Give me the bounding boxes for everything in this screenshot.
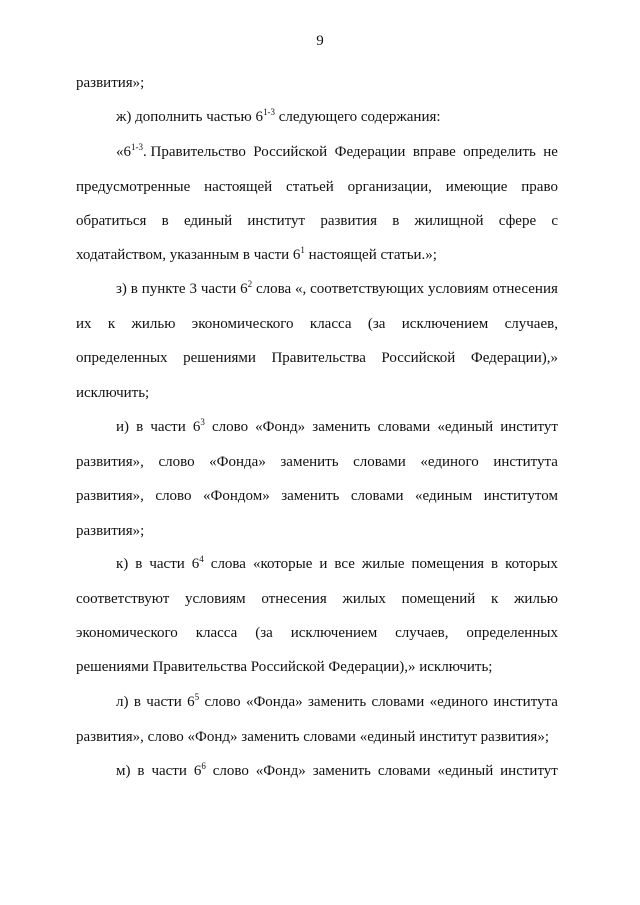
text-word: 6 bbox=[193, 763, 202, 779]
text-word: словами bbox=[377, 419, 431, 435]
text-word: жилых bbox=[342, 591, 386, 607]
text-word: «единый bbox=[437, 419, 494, 435]
text-line bbox=[76, 592, 558, 612]
text-word: «которые bbox=[252, 556, 313, 572]
text-word: которых bbox=[505, 556, 558, 572]
text-word: заменить bbox=[312, 419, 371, 435]
text-word: институт bbox=[500, 763, 558, 779]
text-word: словами bbox=[350, 488, 404, 504]
text-word: предусмотренные bbox=[76, 179, 191, 195]
text-word: развития bbox=[320, 213, 378, 229]
text-word: м) bbox=[116, 763, 131, 779]
text-word: «Фонд» bbox=[255, 419, 306, 435]
text-word: части bbox=[200, 281, 237, 297]
text-line bbox=[76, 761, 558, 784]
text-word: в bbox=[392, 213, 400, 229]
text-word: части bbox=[151, 763, 187, 779]
text-word: отнесения bbox=[492, 281, 558, 297]
text-word: в bbox=[135, 556, 143, 572]
text-line bbox=[76, 626, 558, 646]
text-line bbox=[76, 107, 558, 130]
text-word: 3 bbox=[189, 281, 197, 297]
superscript-index: 6 bbox=[201, 761, 206, 771]
superscript-index: 1 bbox=[300, 245, 305, 255]
text-word: жилью bbox=[131, 316, 176, 332]
text-line bbox=[76, 142, 558, 165]
text-word: заменить bbox=[280, 454, 339, 470]
text-word bbox=[193, 761, 206, 784]
text-word: и) bbox=[116, 419, 130, 435]
text-word: институтом bbox=[483, 488, 558, 504]
text-word: случаев, bbox=[504, 316, 558, 332]
text-word: словами bbox=[377, 763, 431, 779]
text-word: обратиться bbox=[76, 213, 147, 229]
superscript-index: 5 bbox=[194, 692, 200, 702]
text-word: «Фонда» bbox=[209, 454, 266, 470]
text-word: к bbox=[107, 316, 116, 332]
text-word: 6 bbox=[192, 419, 201, 435]
text-word: в bbox=[137, 763, 145, 779]
text-word: 6 bbox=[240, 281, 248, 297]
text-word: института bbox=[493, 454, 558, 470]
text-word: «единого bbox=[429, 694, 489, 710]
text-word: следующего содержания: bbox=[274, 109, 441, 125]
text-word: в bbox=[161, 213, 169, 229]
text-word: «единым bbox=[415, 488, 473, 504]
text-word: Российской bbox=[253, 144, 328, 160]
text-line bbox=[76, 180, 558, 200]
text-line bbox=[76, 245, 558, 268]
text-word: слова bbox=[255, 281, 292, 297]
text-word: случаев, bbox=[395, 625, 449, 641]
text-word: жилые bbox=[361, 556, 405, 572]
text-word: ж) дополнить частью 6 bbox=[116, 109, 263, 125]
text-word: единый bbox=[183, 213, 233, 229]
text-word: заменить bbox=[307, 694, 367, 710]
text-word bbox=[187, 692, 200, 715]
text-word: к) bbox=[116, 556, 129, 572]
text-line: развития»; bbox=[76, 523, 145, 539]
superscript-index: 4 bbox=[199, 554, 204, 564]
superscript-index: 1-3 bbox=[131, 142, 143, 152]
text-word: Правительства bbox=[271, 350, 366, 366]
text-word: настоящей bbox=[204, 179, 273, 195]
text-word: помещения bbox=[411, 556, 485, 572]
text-word: заменить bbox=[312, 763, 371, 779]
superscript-index: 3 bbox=[200, 417, 205, 427]
text-word bbox=[240, 279, 253, 302]
text-word: организации, bbox=[347, 179, 432, 195]
text-line: решениями Правительства Российской Федерации),» исключить; bbox=[76, 659, 493, 675]
text-word: настоящей статьи.»; bbox=[304, 247, 437, 263]
text-word: . Правительство bbox=[143, 144, 246, 160]
text-word bbox=[116, 142, 246, 165]
text-word: (за bbox=[255, 625, 273, 641]
text-word: с bbox=[551, 213, 558, 229]
text-word: к bbox=[491, 591, 499, 607]
text-word: определить bbox=[463, 144, 536, 160]
text-word: института bbox=[493, 694, 558, 710]
text-word: слово bbox=[212, 763, 249, 779]
text-line: развития»; bbox=[76, 75, 145, 91]
superscript-index: 1-3 bbox=[262, 107, 275, 117]
text-word bbox=[192, 417, 205, 440]
text-word: 6 bbox=[191, 556, 200, 572]
text-word: развития», bbox=[76, 454, 144, 470]
text-word: отнесения bbox=[261, 591, 327, 607]
text-word: их bbox=[76, 316, 92, 332]
text-word: жилищной bbox=[414, 213, 484, 229]
text-line bbox=[76, 317, 558, 337]
text-word: статьей bbox=[286, 179, 334, 195]
text-word: в bbox=[491, 556, 499, 572]
text-line bbox=[76, 279, 558, 302]
text-word: «единого bbox=[420, 454, 479, 470]
text-word: решениями bbox=[183, 350, 256, 366]
text-word: соответствуют bbox=[76, 591, 170, 607]
text-word: не bbox=[543, 144, 558, 160]
text-word: и bbox=[319, 556, 328, 572]
text-word: институт bbox=[500, 419, 558, 435]
text-word: (за bbox=[367, 316, 386, 332]
text-word: исключением bbox=[290, 625, 378, 641]
text-word: «Фонда» bbox=[245, 694, 303, 710]
text-word: пункте bbox=[141, 281, 186, 297]
text-word: Федерации),» bbox=[470, 350, 558, 366]
text-word: институт bbox=[247, 213, 306, 229]
text-word: части bbox=[150, 419, 186, 435]
text-word: жилью bbox=[514, 591, 558, 607]
text-word: вправе bbox=[412, 144, 456, 160]
text-word: Российской bbox=[381, 350, 456, 366]
text-line bbox=[76, 554, 558, 577]
text-word: экономического bbox=[191, 316, 294, 332]
text-line bbox=[76, 692, 558, 715]
text-word: имеющие bbox=[445, 179, 508, 195]
text-line bbox=[76, 351, 558, 371]
text-word: 6 bbox=[187, 694, 195, 710]
text-line: исключить; bbox=[76, 385, 150, 401]
text-word: соответствующих bbox=[310, 281, 425, 297]
text-line bbox=[76, 417, 558, 440]
text-word: слово bbox=[155, 488, 192, 504]
text-word: з) bbox=[116, 281, 127, 297]
text-line bbox=[76, 214, 558, 234]
text-word: слово bbox=[204, 694, 241, 710]
text-word: словами bbox=[371, 694, 425, 710]
text-word: заменить bbox=[281, 488, 340, 504]
text-word: условиям bbox=[184, 591, 246, 607]
text-line bbox=[76, 489, 558, 509]
text-word: помещений bbox=[401, 591, 476, 607]
text-word: ходатайством, указанным в части 6 bbox=[76, 247, 301, 263]
page-number: 9 bbox=[316, 33, 324, 49]
text-word: класса bbox=[195, 625, 238, 641]
text-word: исключением bbox=[401, 316, 489, 332]
superscript-index: 2 bbox=[247, 279, 253, 289]
text-word: определенных bbox=[76, 350, 168, 366]
text-word bbox=[191, 554, 204, 577]
text-word: «единый bbox=[437, 763, 494, 779]
text-word: слова bbox=[210, 556, 246, 572]
text-word: в bbox=[136, 419, 144, 435]
text-word: в bbox=[133, 694, 141, 710]
text-word: право bbox=[521, 179, 558, 195]
text-word: слово bbox=[158, 454, 195, 470]
text-word: слово bbox=[211, 419, 249, 435]
text-word: в bbox=[130, 281, 138, 297]
text-word: Федерации bbox=[334, 144, 406, 160]
text-word: «6 bbox=[116, 144, 131, 160]
text-word: «Фондом» bbox=[203, 488, 270, 504]
text-word: сфере bbox=[498, 213, 537, 229]
text-word: развития», bbox=[76, 488, 144, 504]
text-word: «, bbox=[295, 281, 307, 297]
text-word: определенных bbox=[466, 625, 558, 641]
text-line: развития», слово «Фонд» заменить словами «единый институт развития»; bbox=[76, 729, 549, 745]
text-word: л) bbox=[116, 694, 129, 710]
text-word: условиям bbox=[427, 281, 489, 297]
text-word: словами bbox=[353, 454, 406, 470]
text-word: части bbox=[149, 556, 185, 572]
text-word: класса bbox=[309, 316, 352, 332]
text-word: экономического bbox=[76, 625, 178, 641]
text-word: «Фонд» bbox=[255, 763, 306, 779]
text-word: части bbox=[146, 694, 182, 710]
text-line bbox=[76, 455, 558, 475]
text-word: все bbox=[334, 556, 355, 572]
